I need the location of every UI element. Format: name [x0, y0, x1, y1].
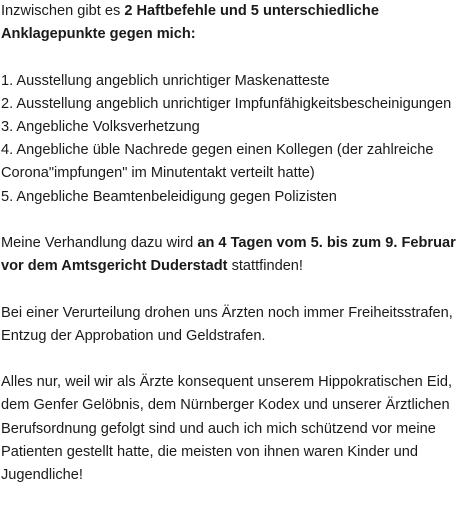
hearing-bold-text: an 4 Tagen vom 5. bis zum 9. Februar vor dem Amtsgericht Duderstadt — [1, 235, 456, 275]
charges-list — [1, 70, 462, 209]
paragraph-gap — [1, 348, 462, 371]
hearing-paragraph — [1, 232, 462, 278]
intro-text: Inzwischen gibt es — [1, 3, 125, 19]
penalties-paragraph: Bei einer Verurteilung drohen uns Ärzten noch immer Freiheitsstrafen, Entzug der Approbation und Geldstrafen. — [1, 304, 453, 344]
paragraph-gap — [1, 209, 462, 232]
charge-item: 5. Angebliche Beamtenbeleidigung gegen Polizisten — [1, 188, 337, 205]
intro-bold-text: 2 Haftbefehle und 5 unterschiedliche Anklagepunkte gegen mich: — [1, 3, 379, 43]
intro-paragraph — [1, 0, 462, 46]
hearing-text: Meine Verhandlung dazu wird — [1, 235, 198, 251]
charge-item: 1. Ausstellung angeblich unrichtiger Maskenatteste — [1, 72, 330, 89]
paragraph-gap — [1, 278, 462, 301]
hearing-text-end: stattfinden! — [227, 258, 303, 275]
charge-item: 2. Ausstellung angeblich unrichtiger Impfunfähigkeitsbescheinigungen — [1, 95, 452, 112]
charge-item: 3. Angebliche Volksverhetzung — [1, 119, 200, 135]
paragraph-gap — [1, 46, 462, 69]
closing-paragraph: Alles nur, weil wir als Ärzte konsequent unserem Hippokratischen Eid, dem Genfer Gelöbnis, dem Nürnberger Kodex und unserer Ärztlichen Berufsordnung gefolgt sind und auch ich mich schützend vor meine Patienten gestellt hatte, die meisten von ihnen waren Kinder und Jugendliche! — [1, 374, 452, 483]
charge-item: 4. Angebliche üble Nachrede gegen einen Kollegen (der zahlreiche Corona"impfungen" im Minutentakt verteilt hatte) — [1, 142, 434, 182]
